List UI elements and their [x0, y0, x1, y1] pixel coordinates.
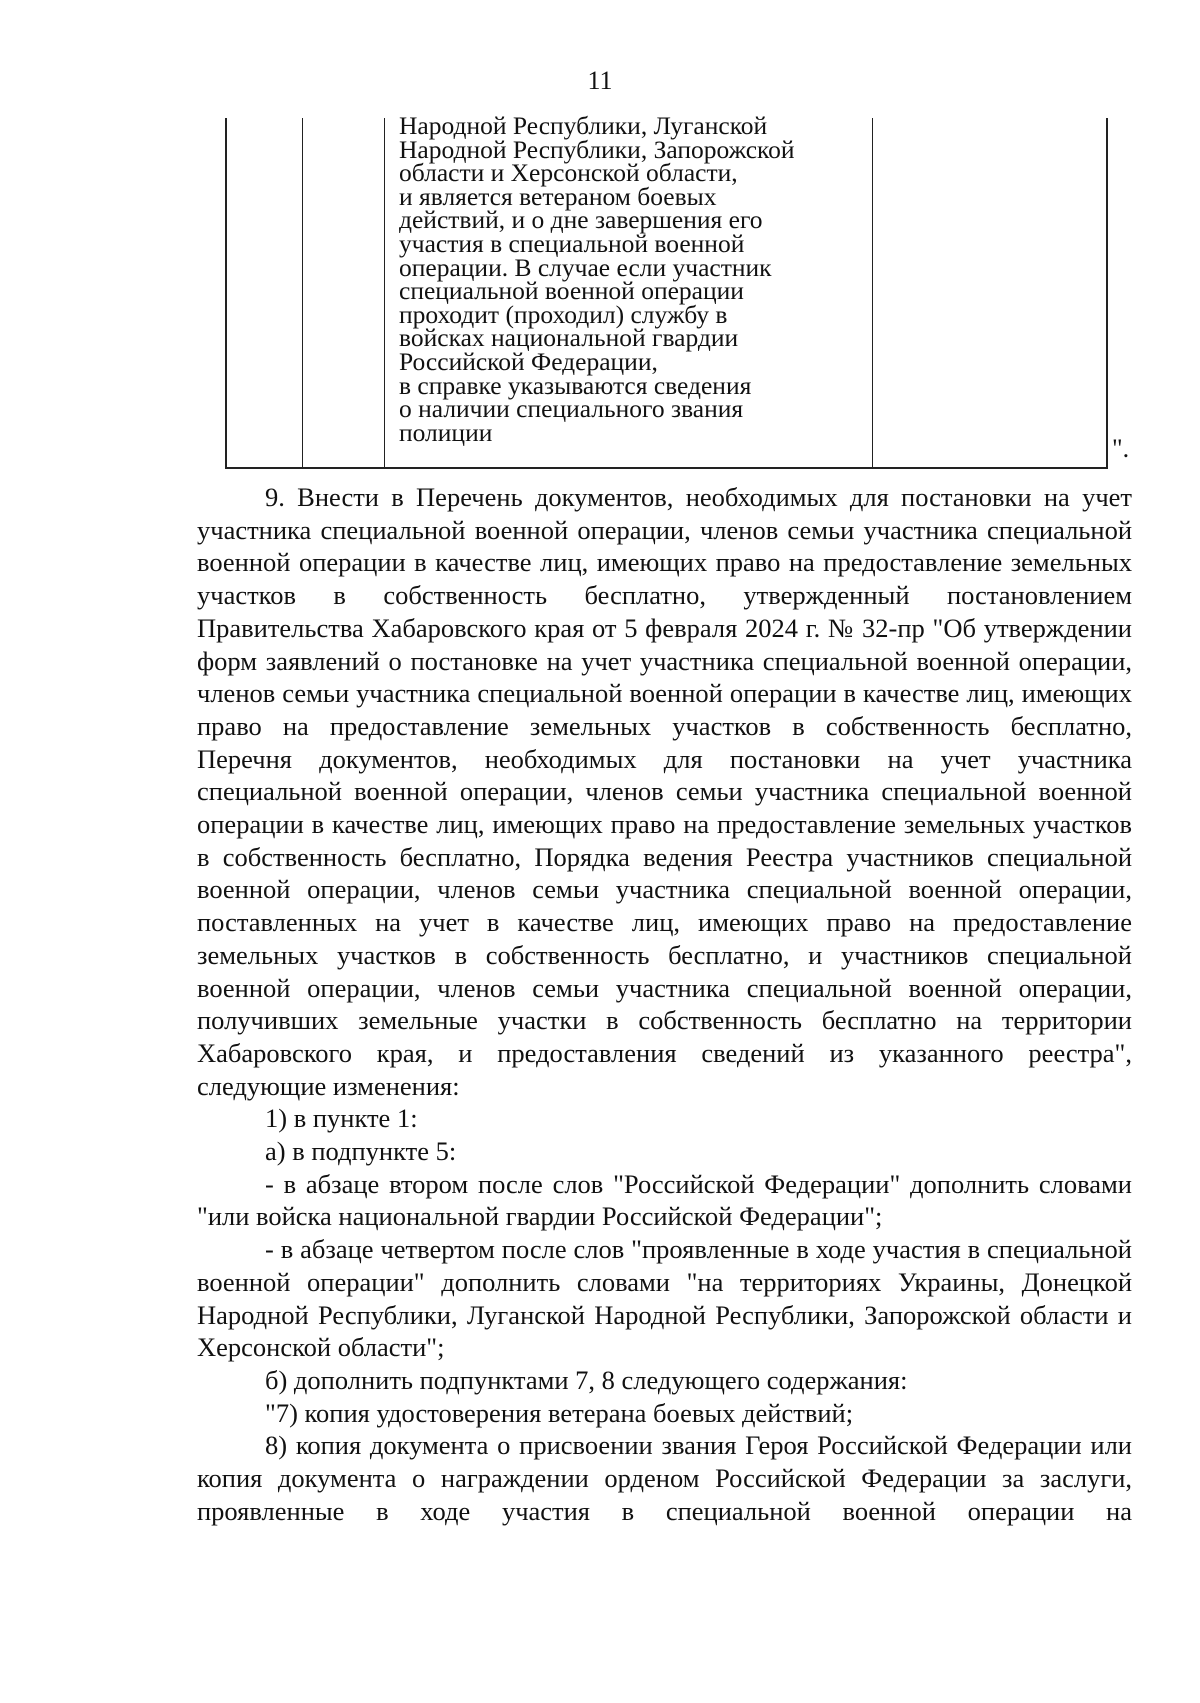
item-a: а) в подпункте 5:	[265, 1136, 457, 1167]
table-closing-quote: ".	[1112, 434, 1130, 463]
page-number: 11	[587, 66, 613, 95]
cell-line: действий, и о дне завершения его	[399, 205, 763, 235]
cell-line: о наличии специального звания	[399, 394, 744, 424]
cell-line: Народной Республики, Запорожской	[399, 134, 795, 164]
cell-line: Российской Федерации,	[399, 346, 658, 376]
table-cell-text	[399, 111, 879, 447]
cell-line: участия в специальной военной	[399, 228, 745, 258]
cell-line: области и Херсонской области,	[399, 158, 738, 188]
subitem-8: 8) копия документа о присвоении звания Героя Российской Федерации или копия документа о награждении орденом Российской Федерации за заслуги, проявленные в ходе участия в специальной военной операции на	[197, 1430, 1132, 1526]
cell-line: и является ветераном боевых	[399, 181, 717, 211]
cell-line: проходит (проходил) службу в	[399, 299, 728, 329]
item-b: б) дополнить подпунктами 7, 8 следующего содержания:	[265, 1364, 908, 1395]
table-fragment	[225, 111, 1108, 469]
paragraph-9: 9. Внести в Перечень документов, необходимых для постановки на учет участника специальной военной операции, членов семьи участника специальной военной операции в качестве лиц, имеющих право на предоставление земельных участков в собственность бесплатно, утвержденный постановлением Правительства Хабаровского края от 5 февраля 2024 г. № 32-пр "Об утверждении форм заявлений о постановке на учет участника специальной военной операции, членов семьи участника специальной военной операции в качестве лиц, имеющих право на предоставление земельных участков в собственность бесплатно, Перечня документов, необходимых для постановки на учет участника специальной военной операции, членов семьи участника специальной военной операции в качестве лиц, имеющих право на предоставление земельных участков в собственность бесплатно, Порядка ведения Реестра участников специальной военной операции, членов семьи участника специальной военной операции, поставленных на учет в качестве лиц, имеющих право на предоставление земельных участков в собственность бесплатно, и участников специальной военной операции, членов семьи участника специальной военной операции, получивших земельные участки в собственность бесплатно на территории Хабаровского края, и предоставления сведений из указанного реестра", следующие изменения:	[197, 482, 1132, 1101]
table-column-divider	[384, 118, 385, 467]
dash-item-2: - в абзаце четвертом после слов "проявленные в ходе участия в специальной военной операции" дополнить словами "на территориях Украины, Донецкой Народной Республики, Луганской Народной Республики, Запорожской области и Херсонской области";	[197, 1234, 1132, 1363]
cell-line: полиции	[399, 417, 493, 447]
cell-line: операции. В случае если участник	[399, 252, 772, 282]
document-body	[197, 481, 1132, 1528]
cell-line: Народной Республики, Луганской	[399, 111, 768, 140]
item-1: 1) в пункте 1:	[265, 1103, 418, 1134]
table-column-divider	[302, 118, 303, 467]
cell-line: специальной военной операции	[399, 276, 744, 306]
subitem-7: "7) копия удостоверения ветерана боевых действий;	[265, 1397, 854, 1428]
cell-line: войсках национальной гвардии	[399, 323, 739, 353]
dash-item-1: - в абзаце втором после слов "Российской Федерации" дополнить словами "или войска национальной гвардии Российской Федерации";	[197, 1168, 1132, 1232]
cell-line: в справке указываются сведения	[399, 370, 752, 400]
